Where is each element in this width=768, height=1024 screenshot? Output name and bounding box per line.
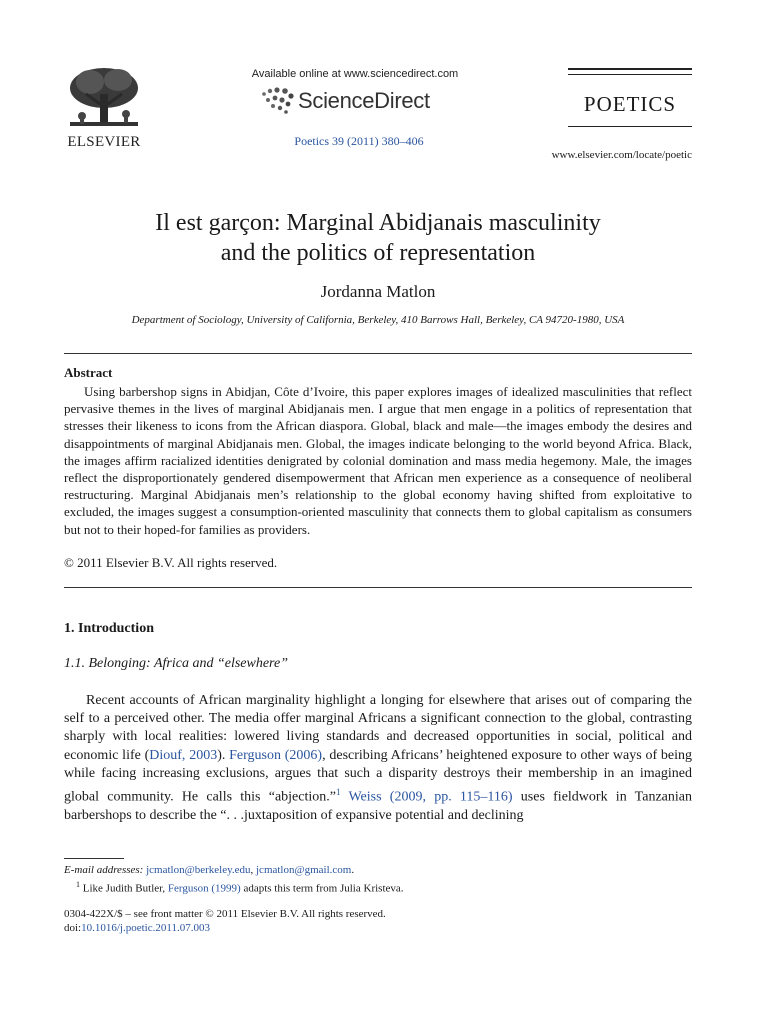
abstract-heading: Abstract: [64, 365, 113, 380]
title-line-2: and the politics of representation: [220, 240, 536, 266]
footnote-email: [64, 864, 354, 876]
email-label: E-mail addresses:: [64, 864, 144, 876]
tree-icon: [64, 64, 144, 134]
sciencedirect-dots-icon: [258, 86, 298, 116]
ref-diouf-2003-link[interactable]: Diouf, 2003: [149, 747, 218, 763]
email-end: .: [351, 864, 355, 876]
footnote-rule: [64, 858, 124, 859]
elsevier-logo: [64, 64, 144, 148]
footnote-number: 1: [76, 880, 80, 889]
subsection-heading: 1.1. Belonging: Africa and “elsewhere”: [64, 656, 288, 671]
title-line-1: Il est garçon: Marginal Abidjanais masculinity: [155, 210, 601, 236]
footnote-1: [76, 880, 404, 895]
footnote-text: Like Judith Butler,: [80, 882, 168, 895]
author-affiliation: Department of Sociology, University of California, Berkeley, 410 Barrows Hall, Berkeley, CA 94720-1980, USA: [131, 314, 625, 326]
front-matter-line: 0304-422X/$ – see front matter © 2011 Elsevier B.V. All rights reserved.: [64, 908, 386, 920]
journal-rule-top-thin: [568, 74, 692, 75]
journal-name: POETICS: [583, 92, 677, 116]
section-heading: 1. Introduction: [64, 621, 154, 636]
sciencedirect-logo: [258, 84, 458, 118]
article-title: [64, 208, 692, 268]
footnote-text: adapts this term from Julia Kristeva.: [240, 882, 404, 895]
abstract-rule-top: [64, 353, 692, 354]
available-online-text: Available online at www.sciencedirect.com: [251, 68, 459, 80]
body-text-segment: ).: [217, 747, 230, 763]
doi-link[interactable]: 10.1016/j.poetic.2011.07.003: [81, 922, 210, 934]
ref-ferguson-1999-link[interactable]: Ferguson (1999): [167, 882, 241, 895]
footnote-marker-link[interactable]: 1: [335, 787, 341, 798]
publisher-name: ELSEVIER: [67, 134, 141, 150]
doi-line: [64, 922, 210, 934]
email-link-berkeley[interactable]: jcmatlon@berkeley.edu: [146, 864, 251, 876]
sciencedirect-wordmark: ScienceDirect: [298, 88, 430, 113]
ref-ferguson-2006-link[interactable]: Ferguson (2006): [229, 747, 323, 763]
body-text-segment: uses fieldwork in Tanzanian barbershops to describe the “. . .juxtaposition of expansive potential and declining: [64, 789, 692, 823]
body-paragraph: [64, 692, 692, 825]
body-text-segment: Recent accounts of African marginality highlight a longing for elsewhere that arises out of comparing the self to a perceived other. The media offer marginal Africans a significant connection to the global, contrasting sharply with local realities: lowered living standards and decreased opportunities in social, political and economic life (: [64, 693, 692, 763]
body-text-segment: , describing Africans’ heightened exposure to other ways of being while facing increasing exclusions, argues that such a disparity destroys their membership in an imagined global community. He calls this “abjection.”: [64, 747, 692, 805]
email-link-gmail[interactable]: jcmatlon@gmail.com: [256, 864, 352, 876]
ref-weiss-2009-link[interactable]: Weiss (2009, pp. 115–116): [348, 789, 513, 805]
journal-rule-bottom: [568, 126, 692, 127]
journal-rule-top: [568, 68, 692, 70]
journal-url: www.elsevier.com/locate/poetic: [551, 149, 692, 161]
author-name: Jordanna Matlon: [320, 282, 436, 301]
email-separator: ,: [250, 864, 256, 876]
abstract-body: Using barbershop signs in Abidjan, Côte d’Ivoire, this paper explores images of idealized masculinities that reflect pervasive themes in the lives of marginal Abidjanais men. I argue that men engage in a politics of representation that stresses their likeness to icons from the African diaspora. Global, black and male—the images embody the desires and disappointments of marginal Abidjanais men. Global, the images indicate belonging to the world beyond Africa. Black, the images affirm racialized identities denigrated by colonial domination and mass media hegemony. Male, the images reflect the disproportionately gendered disempowerment that African men experience as a consequence of neoliberal restructuring. Marginal Abidjanais men’s relationship to the global economy having shifted from exploitative to excluded, the images suggest a consumption-oriented masculinity that connects them to global capitalism as consumers but not to their hoped-for families as providers.: [64, 384, 692, 537]
abstract-copyright: © 2011 Elsevier B.V. All rights reserved.: [64, 555, 278, 570]
doi-label: doi:: [64, 922, 82, 934]
abstract-rule-bottom: [64, 587, 692, 588]
journal-citation-link[interactable]: Poetics 39 (2011) 380–406: [294, 134, 424, 148]
